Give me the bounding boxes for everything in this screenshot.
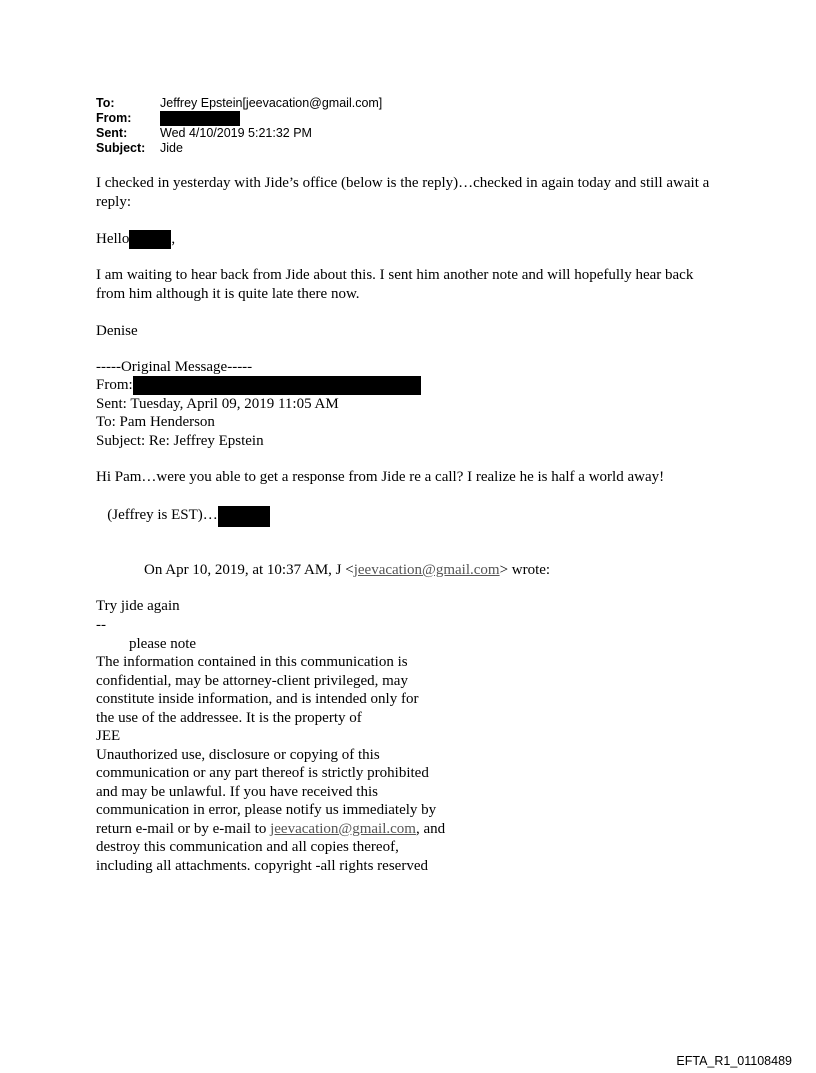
quote-email-link[interactable]: jeevacation@gmail.com (353, 562, 500, 578)
to-row (96, 96, 382, 111)
sent-value: Wed 4/10/2019 5:21:32 PM (160, 126, 312, 140)
document-id: EFTA_R1_01108489 (676, 1054, 792, 1068)
disclaimer-line: communication or any part thereof is strictly prohibited (96, 765, 429, 781)
greeting-text: Hello (96, 231, 130, 247)
disclaimer-line: including all attachments. copyright -all rights reserved (96, 857, 428, 874)
email-header (96, 96, 382, 156)
body-paragraph-1: I checked in yesterday with Jide’s office (below is the reply)…checked in again today and still await a reply: (96, 175, 710, 210)
from-row (96, 111, 382, 126)
redaction-box (133, 376, 421, 395)
para3-text: (Jeffrey is EST)… (103, 507, 218, 523)
orig-subject-line: Subject: Re: Jeffrey Epstein (96, 433, 264, 449)
sent-row (96, 126, 382, 141)
orig-to-line: To: Pam Henderson (96, 414, 215, 430)
body-paragraph-3-line-1: Hi Pam…were you able to get a response from Jide re a call? I realize he is half a world away! (96, 469, 665, 485)
orig-from-line (96, 376, 726, 395)
signature-dashes: -- (96, 617, 106, 633)
disclaimer-line: The information contained in this communication is (96, 654, 408, 670)
disclaimer-line: Unauthorized use, disclosure or copying of this (96, 746, 380, 763)
subject-label: Subject: (96, 141, 146, 155)
orig-from-label: From: (96, 377, 133, 393)
disclaimer-line: confidential, may be attorney-client privileged, may (96, 672, 408, 689)
quote-suffix: > wrote: (499, 562, 551, 578)
signoff: Denise (96, 323, 138, 339)
body-paragraph-2: I am waiting to hear back from Jide about this. I sent him another note and will hopefully hear back from him although it is quite late there now. (96, 267, 694, 302)
to-value: Jeffrey Epstein[jeevacation@gmail.com] (160, 96, 383, 110)
body-paragraph-3-line-2 (96, 487, 726, 527)
from-label: From: (96, 111, 132, 125)
disclaimer-line: JEE (96, 728, 121, 744)
orig-sent-line: Sent: Tuesday, April 09, 2019 11:05 AM (96, 396, 339, 412)
try-again-line: Try jide again (96, 598, 180, 614)
disclaimer-line: and may be unlawful. If you have received this (96, 783, 378, 800)
disclaimer-line: constitute inside information, and is intended only for (96, 691, 419, 707)
original-message-divider: -----Original Message----- (96, 359, 253, 375)
disclaimer-email-link[interactable]: jeevacation@gmail.com (270, 820, 416, 837)
greeting-comma: , (171, 231, 176, 247)
redaction-box (129, 230, 171, 249)
redaction-box (218, 506, 270, 527)
disclaimer-line-email (96, 820, 445, 839)
disclaimer-return-prefix: return e-mail or by e-mail to (96, 820, 271, 837)
redaction-box (160, 111, 240, 126)
disclaimer-return-suffix: , and (415, 820, 446, 837)
disclaimer (96, 653, 445, 875)
disclaimer-line: communication in error, please notify us immediately by (96, 802, 437, 818)
quote-header (144, 561, 774, 580)
to-label: To: (96, 96, 115, 110)
disclaimer-line: the use of the addressee. It is the property of (96, 709, 362, 726)
sent-label: Sent: (96, 126, 128, 140)
disclaimer-line: destroy this communication and all copies thereof, (96, 839, 399, 855)
subject-value: Jide (160, 141, 183, 155)
greeting-line (96, 230, 726, 249)
quote-prefix: On Apr 10, 2019, at 10:37 AM, J < (144, 562, 354, 578)
please-note: please note (129, 636, 197, 652)
subject-row (96, 141, 382, 156)
